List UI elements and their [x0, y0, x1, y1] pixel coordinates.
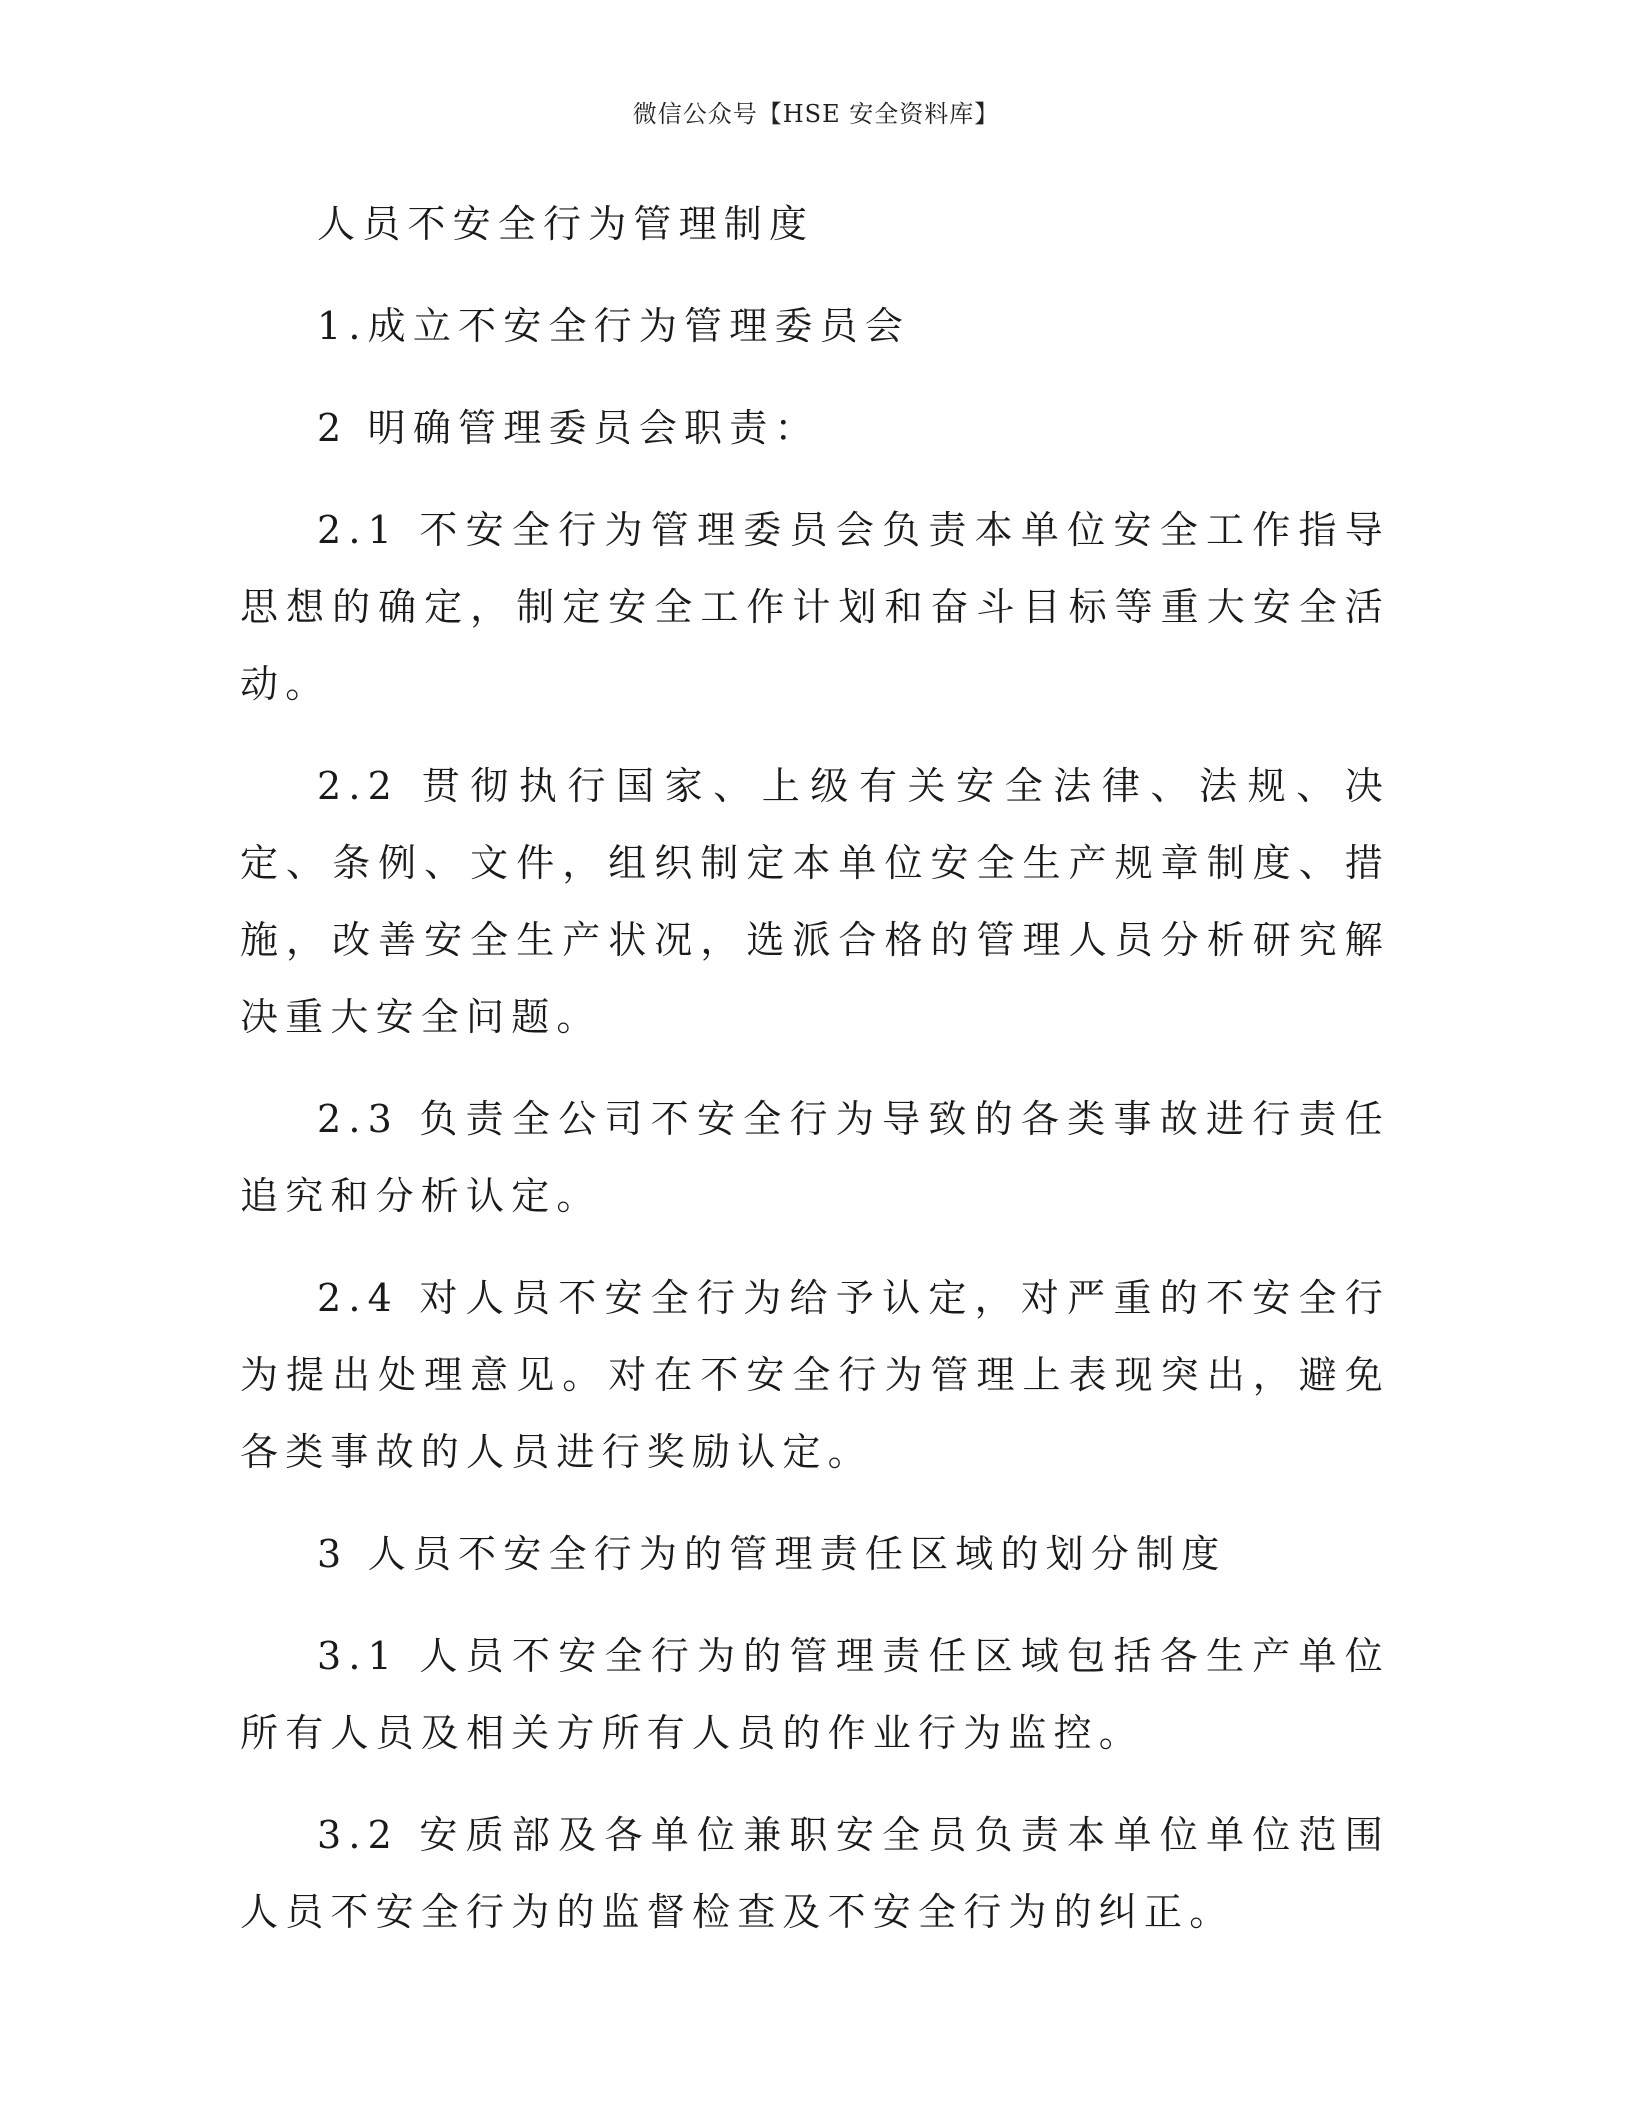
- document-title: 人员不安全行为管理制度: [317, 202, 815, 246]
- paragraph-2-1: 2.1 不安全行为管理委员会负责本单位安全工作指导思想的确定，制定安全工作计划和奋斗目标等重大安全活动。: [240, 508, 1390, 706]
- paragraph-2-3: 2.3 负责全公司不安全行为导致的各类事故进行责任追究和分析认定。: [240, 1097, 1390, 1218]
- paragraph-2: 2 明确管理委员会职责：: [317, 406, 820, 450]
- page-header-source: 微信公众号【HSE 安全资料库】: [632, 100, 1000, 128]
- paragraph-3: 3 人员不安全行为的管理责任区域的划分制度: [317, 1532, 1227, 1576]
- paragraph-2-2: 2.2 贯彻执行国家、上级有关安全法律、法规、决定、条例、文件，组织制定本单位安全生产规章制度、措施，改善安全生产状况，选派合格的管理人员分析研究解决重大安全问题。: [240, 764, 1390, 1039]
- paragraph-1: 1.成立不安全行为管理委员会: [317, 304, 911, 348]
- paragraph-3-1: 3.1 人员不安全行为的管理责任区域包括各生产单位所有人员及相关方所有人员的作业行为监控。: [240, 1634, 1390, 1755]
- paragraph-2-4: 2.4 对人员不安全行为给予认定，对严重的不安全行为提出处理意见。对在不安全行为管理上表现突出，避免各类事故的人员进行奖励认定。: [240, 1276, 1390, 1474]
- paragraph-3-2: 3.2 安质部及各单位兼职安全员负责本单位单位范围人员不安全行为的监督检查及不安全行为的纠正。: [240, 1813, 1390, 1934]
- document-body: [240, 186, 1390, 1976]
